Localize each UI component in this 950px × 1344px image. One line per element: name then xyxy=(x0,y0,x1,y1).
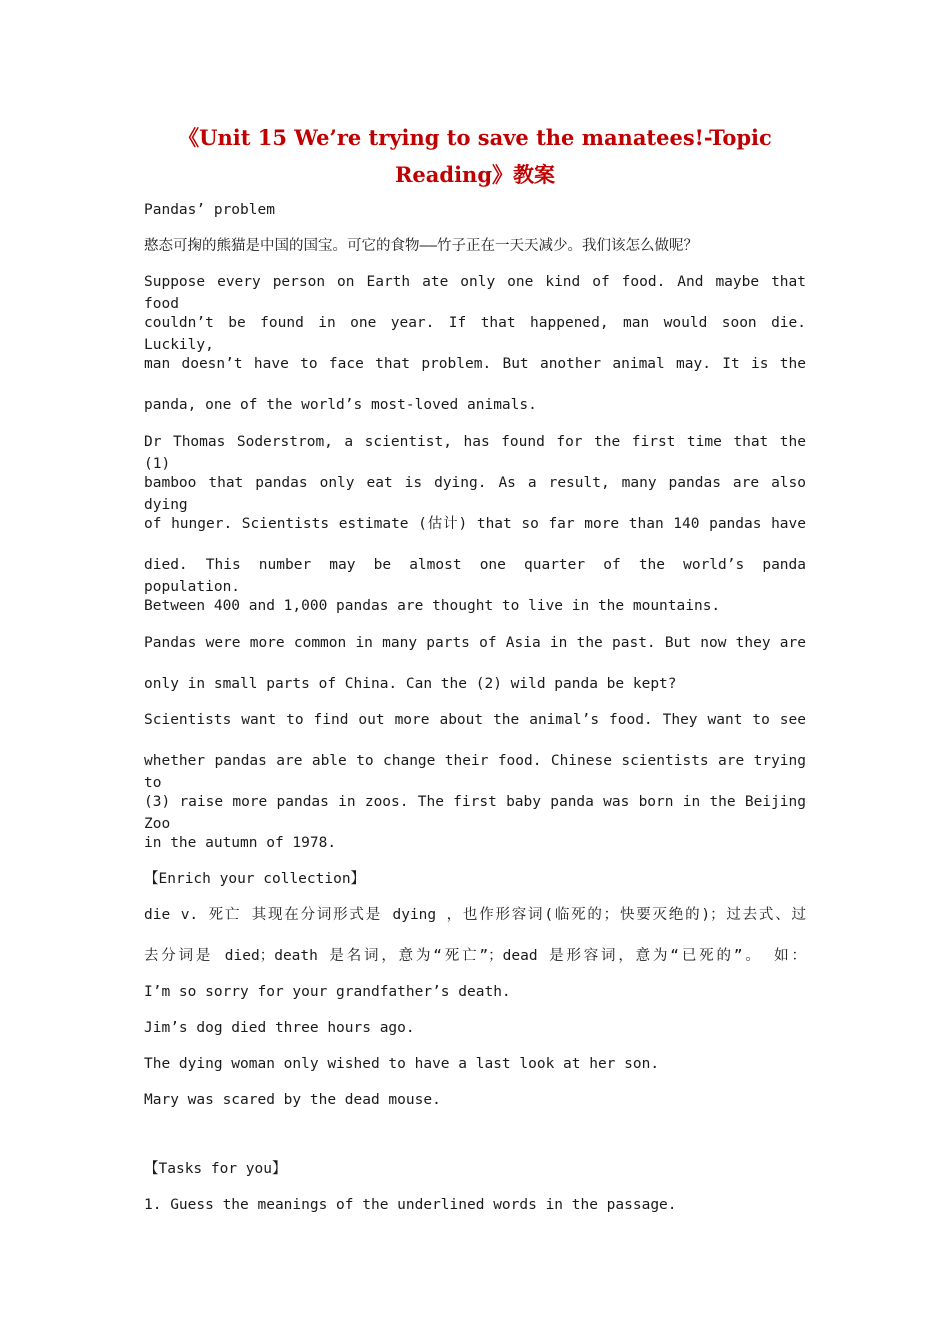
paragraph-line: man doesn’t have to face that problem. But another animal may. It is the xyxy=(144,356,806,372)
paragraph-line: panda, one of the world’s most-loved animals. xyxy=(144,397,537,413)
document-title-line-1: 《Unit 15 We’re trying to save the manatees!-Topic xyxy=(178,125,772,150)
paragraph-line: (3) raise more pandas in zoos. The first baby panda was born in the Beijing Zoo xyxy=(144,794,806,832)
enrich-line: die v. 死亡 其现在分词形式是 dying ，也作形容词(临死的；快要灭绝的)；过去式、过 xyxy=(144,907,806,923)
enrich-heading: 【Enrich your collection】 xyxy=(144,871,366,887)
paragraph-line: whether pandas are able to change their food. Chinese scientists are trying to xyxy=(144,753,806,791)
example-sentence: I’m so sorry for your grandfather’s death. xyxy=(144,984,511,1000)
paragraph-line: bamboo that pandas only eat is dying. As a result, many pandas are also dying xyxy=(144,475,806,513)
paragraph-line: only in small parts of China. Can the (2) wild panda be kept? xyxy=(144,676,677,692)
paragraph-line: Between 400 and 1,000 pandas are thought to live in the mountains. xyxy=(144,598,721,614)
example-sentence: The dying woman only wished to have a last look at her son. xyxy=(144,1056,660,1072)
example-sentence: Mary was scared by the dead mouse. xyxy=(144,1092,441,1108)
paragraph-line: died. This number may be almost one quarter of the world’s panda population. xyxy=(144,557,806,595)
section-subheading: Pandas’ problem xyxy=(144,202,275,218)
tasks-heading: 【Tasks for you】 xyxy=(144,1161,287,1177)
task-item: 1. Guess the meanings of the underlined words in the passage. xyxy=(144,1197,677,1213)
document-title-line-2: Reading》教案 xyxy=(394,162,556,187)
paragraph-line: Suppose every person on Earth ate only one kind of food. And maybe that food xyxy=(144,274,806,312)
paragraph-line: Pandas were more common in many parts of Asia in the past. But now they are xyxy=(144,635,806,651)
enrich-line: 去分词是 died；death 是名词，意为“死亡”；dead 是形容词，意为“已死的”。 如： xyxy=(144,948,806,964)
paragraph-line: Scientists want to find out more about the animal’s food. They want to see xyxy=(144,712,806,728)
paragraph-line: couldn’t be found in one year. If that happened, man would soon die. Luckily, xyxy=(144,315,806,353)
chinese-intro: 憨态可掬的熊猫是中国的国宝。可它的食物——竹子正在一天天减少。我们该怎么做呢？ xyxy=(144,238,698,254)
paragraph-line: of hunger. Scientists estimate (估计) that so far more than 140 pandas have xyxy=(144,516,806,532)
example-sentence: Jim’s dog died three hours ago. xyxy=(144,1020,415,1036)
paragraph-line: in the autumn of 1978. xyxy=(144,835,337,851)
paragraph-line: Dr Thomas Soderstrom, a scientist, has found for the first time that the (1) xyxy=(144,434,806,472)
